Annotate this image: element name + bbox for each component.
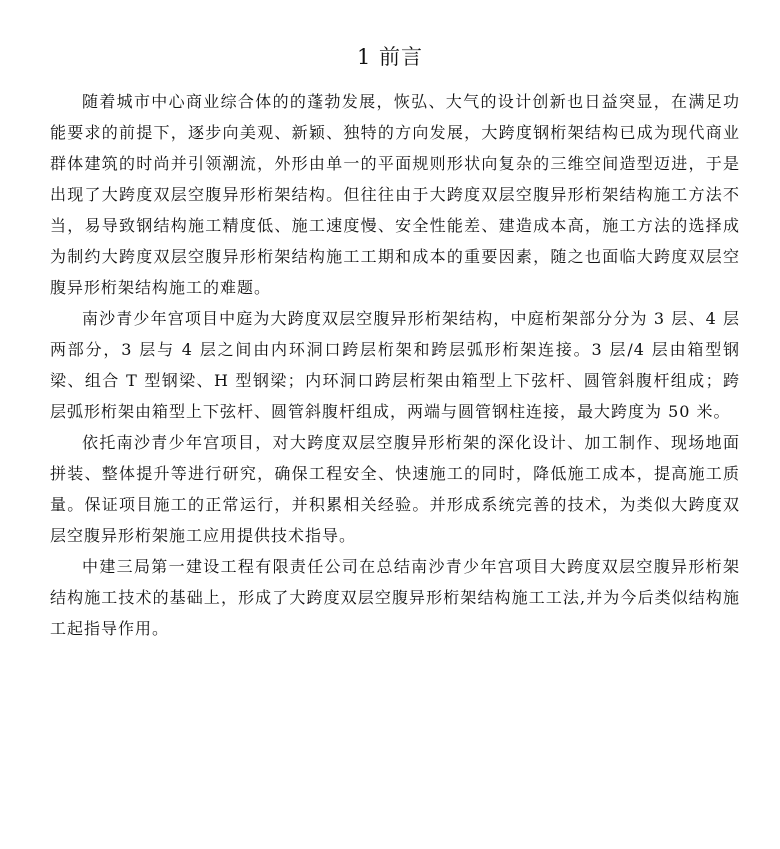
section-heading: 1 前言: [356, 45, 424, 69]
paragraph-3: 依托南沙青少年宫项目，对大跨度双层空腹异形桁架的深化设计、加工制作、现场地面拼装、整体提升等进行研究，确保工程安全、快速施工的同时，降低施工成本，提高施工质量。保证项目施工的正常运行，并积累相关经验。并形成系统完善的技术，为类似大跨度双层空腹异形桁架施工应用提供技术指导。: [50, 433, 740, 545]
body-text: [50, 86, 740, 644]
paragraph-2: 南沙青少年宫项目中庭为大跨度双层空腹异形桁架结构，中庭桁架部分分为 3 层、4 层两部分，3 层与 4 层之间由内环洞口跨层桁架和跨层弧形桁架连接。3 层/4 层由箱型钢梁、组合 T 型钢梁、H 型钢梁；内环洞口跨层桁架由箱型上下弦杆、圆管斜腹杆组成；跨层弧形桁架由箱型上下弦杆、圆管斜腹杆组成，两端与圆管钢柱连接，最大跨度为 50 米。: [50, 309, 740, 421]
paragraph-4: 中建三局第一建设工程有限责任公司在总结南沙青少年宫项目大跨度双层空腹异形桁架结构施工技术的基础上，形成了大跨度双层空腹异形桁架结构施工工法,并为今后类似结构施工起指导作用。: [50, 557, 740, 638]
paragraph-1: 随着城市中心商业综合体的的蓬勃发展，恢弘、大气的设计创新也日益突显，在满足功能要求的前提下，逐步向美观、新颖、独特的方向发展，大跨度钢桁架结构已成为现代商业群体建筑的时尚并引领潮流，外形由单一的平面规则形状向复杂的三维空间造型迈进，于是出现了大跨度双层空腹异形桁架结构。但往往由于大跨度双层空腹异形桁架结构施工方法不当，易导致钢结构施工精度低、施工速度慢、安全性能差、建造成本高，施工方法的选择成为制约大跨度双层空腹异形桁架结构施工工期和成本的重要因素，随之也面临大跨度双层空腹异形桁架结构施工的难题。: [50, 92, 740, 297]
